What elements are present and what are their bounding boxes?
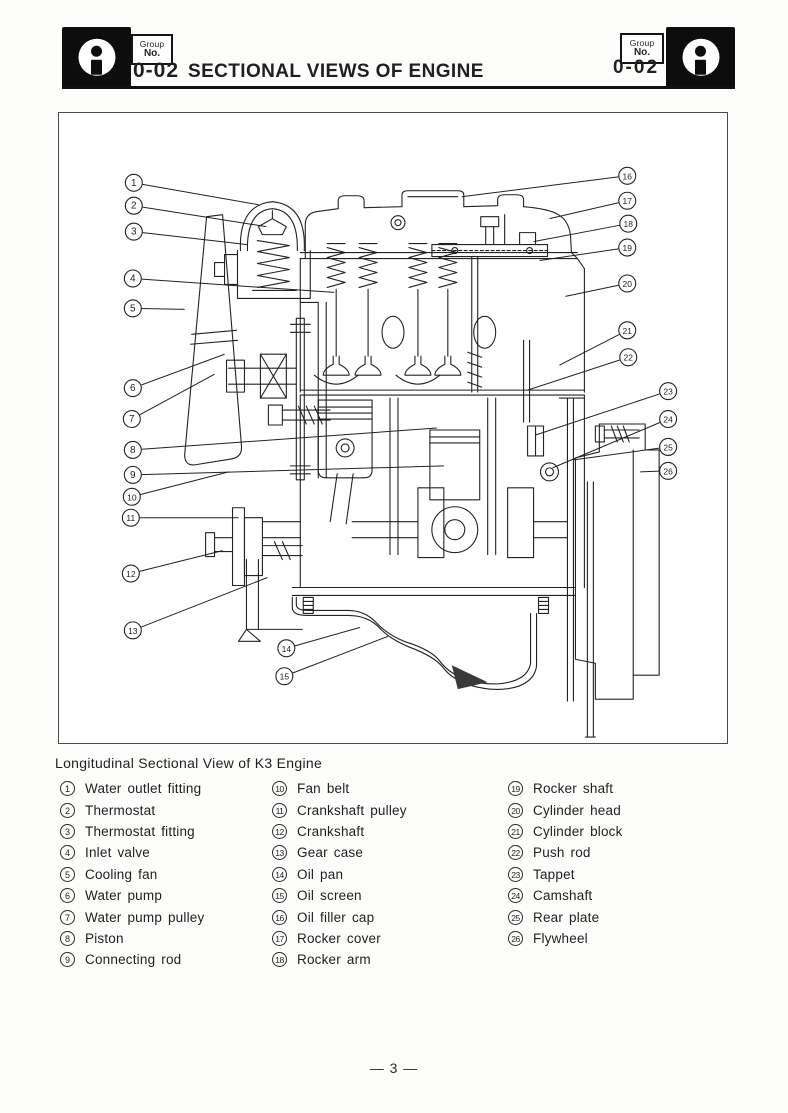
part-label: Fan belt bbox=[297, 781, 350, 797]
group-label: Group bbox=[629, 37, 655, 48]
info-icon bbox=[666, 27, 735, 88]
part-number-badge: 7 bbox=[60, 910, 75, 925]
parts-list-item-7 bbox=[60, 906, 204, 927]
parts-list-item-14 bbox=[272, 864, 407, 885]
part-number-badge: 22 bbox=[508, 845, 523, 860]
part-number-badge: 13 bbox=[272, 845, 287, 860]
parts-list-item-10 bbox=[272, 778, 407, 799]
page-title bbox=[133, 59, 484, 83]
svg-text:6: 6 bbox=[130, 383, 136, 395]
section-code: 0-02 bbox=[133, 59, 180, 82]
callout-12 bbox=[122, 551, 222, 582]
parts-list-item-6 bbox=[60, 885, 204, 906]
callout-20 bbox=[565, 275, 635, 296]
parts-list-item-26 bbox=[508, 928, 623, 949]
part-number-badge: 17 bbox=[272, 931, 287, 946]
group-label: Group bbox=[139, 38, 165, 49]
svg-text:24: 24 bbox=[663, 414, 673, 425]
part-label: Cooling fan bbox=[85, 866, 158, 882]
svg-text:23: 23 bbox=[663, 386, 673, 397]
parts-list-item-12 bbox=[272, 821, 407, 842]
info-icon bbox=[62, 27, 131, 88]
part-label: Flywheel bbox=[533, 930, 588, 946]
parts-list-item-4 bbox=[60, 842, 204, 863]
part-label: Inlet valve bbox=[85, 845, 150, 861]
part-label: Rocker arm bbox=[297, 952, 371, 968]
svg-text:5: 5 bbox=[130, 303, 136, 315]
part-number-badge: 20 bbox=[508, 803, 523, 818]
svg-text:26: 26 bbox=[663, 466, 673, 477]
section-title: SECTIONAL VIEWS OF ENGINE bbox=[188, 61, 484, 82]
part-label: Water outlet fitting bbox=[85, 781, 202, 797]
parts-list-item-1 bbox=[60, 778, 204, 799]
part-number-badge: 12 bbox=[272, 824, 287, 839]
parts-list-item-24 bbox=[508, 885, 623, 906]
callout-5 bbox=[124, 300, 184, 317]
part-label: Rocker cover bbox=[297, 930, 381, 946]
svg-text:8: 8 bbox=[130, 444, 136, 456]
figure-frame bbox=[58, 112, 728, 744]
callout-25 bbox=[573, 438, 676, 459]
part-label: Push rod bbox=[533, 845, 591, 861]
part-number-badge: 24 bbox=[508, 888, 523, 903]
callout-3 bbox=[125, 223, 247, 244]
parts-list-item-5 bbox=[60, 864, 204, 885]
part-label: Rocker shaft bbox=[533, 781, 614, 797]
parts-list-column-1 bbox=[60, 778, 204, 971]
part-label: Crankshaft bbox=[297, 823, 365, 839]
parts-list-item-16 bbox=[272, 906, 407, 927]
callout-17 bbox=[550, 192, 636, 218]
part-label: Water pump bbox=[85, 888, 163, 904]
part-label: Cylinder head bbox=[533, 802, 621, 818]
svg-text:12: 12 bbox=[126, 569, 136, 580]
part-number-badge: 11 bbox=[272, 803, 287, 818]
no-label: No. bbox=[143, 47, 161, 59]
svg-text:18: 18 bbox=[623, 219, 633, 230]
part-number-badge: 15 bbox=[272, 888, 287, 903]
svg-text:14: 14 bbox=[281, 643, 292, 654]
callout-9 bbox=[124, 466, 443, 483]
callout-18 bbox=[534, 215, 637, 241]
part-number-badge: 6 bbox=[60, 888, 75, 903]
part-label: Oil filler cap bbox=[297, 909, 375, 925]
part-label: Tappet bbox=[533, 866, 575, 882]
callout-2 bbox=[125, 197, 266, 226]
callout-6 bbox=[124, 354, 224, 396]
part-number-badge: 19 bbox=[508, 781, 523, 796]
part-label: Gear case bbox=[297, 845, 364, 861]
parts-list-item-11 bbox=[272, 799, 407, 820]
svg-text:1: 1 bbox=[131, 177, 137, 189]
parts-list-item-8 bbox=[60, 928, 204, 949]
callout-26 bbox=[640, 462, 676, 479]
svg-text:22: 22 bbox=[623, 352, 633, 363]
part-number-badge: 3 bbox=[60, 824, 75, 839]
part-number-badge: 23 bbox=[508, 867, 523, 882]
part-label: Oil pan bbox=[297, 866, 344, 882]
parts-list-item-13 bbox=[272, 842, 407, 863]
parts-list-item-2 bbox=[60, 799, 204, 820]
part-label: Piston bbox=[85, 930, 124, 946]
part-number-badge: 25 bbox=[508, 910, 523, 925]
figure-caption: Longitudinal Sectional View of K3 Engine bbox=[55, 755, 323, 771]
parts-list-item-25 bbox=[508, 906, 623, 927]
parts-list-item-17 bbox=[272, 928, 407, 949]
part-label: Thermostat fitting bbox=[85, 823, 195, 839]
part-label: Thermostat bbox=[85, 802, 156, 818]
parts-list-item-21 bbox=[508, 821, 623, 842]
svg-text:13: 13 bbox=[128, 625, 138, 636]
svg-text:25: 25 bbox=[663, 442, 673, 453]
part-number-badge: 4 bbox=[60, 845, 75, 860]
parts-list-item-19 bbox=[508, 778, 623, 799]
part-number-badge: 14 bbox=[272, 867, 287, 882]
svg-text:17: 17 bbox=[622, 196, 632, 207]
callout-22 bbox=[528, 349, 637, 390]
part-number-badge: 18 bbox=[272, 952, 287, 967]
svg-text:7: 7 bbox=[129, 414, 135, 426]
parts-list-item-3 bbox=[60, 821, 204, 842]
svg-text:9: 9 bbox=[130, 469, 136, 481]
part-label: Crankshaft pulley bbox=[297, 802, 407, 818]
part-number-badge: 10 bbox=[272, 781, 287, 796]
parts-list-item-23 bbox=[508, 864, 623, 885]
svg-text:19: 19 bbox=[622, 243, 632, 254]
part-label: Water pump pulley bbox=[85, 909, 205, 925]
parts-list-column-3 bbox=[508, 778, 623, 949]
callout-11 bbox=[122, 509, 238, 526]
parts-list-item-9 bbox=[60, 949, 204, 970]
part-number-badge: 26 bbox=[508, 931, 523, 946]
part-number-badge: 2 bbox=[60, 803, 75, 818]
svg-text:16: 16 bbox=[622, 171, 632, 182]
part-number-badge: 1 bbox=[60, 781, 75, 796]
callout-19 bbox=[540, 239, 636, 260]
section-code-right: 0-02 bbox=[612, 57, 660, 78]
part-label: Oil screen bbox=[297, 888, 362, 904]
parts-list-item-15 bbox=[272, 885, 407, 906]
engine-sectional-diagram bbox=[59, 113, 727, 743]
parts-list-item-18 bbox=[272, 949, 407, 970]
svg-text:2: 2 bbox=[131, 200, 137, 212]
engine-line-art bbox=[185, 191, 659, 737]
callout-24 bbox=[552, 411, 676, 468]
parts-list-item-22 bbox=[508, 842, 623, 863]
callout-4 bbox=[124, 270, 334, 292]
svg-text:20: 20 bbox=[622, 278, 632, 289]
svg-text:4: 4 bbox=[130, 273, 136, 285]
part-label: Camshaft bbox=[533, 888, 593, 904]
parts-list-column-2 bbox=[272, 778, 407, 971]
no-label: No. bbox=[633, 46, 651, 58]
page-number: — 3 — bbox=[369, 1060, 419, 1076]
part-number-badge: 9 bbox=[60, 952, 75, 967]
callout-1 bbox=[125, 174, 258, 204]
part-label: Connecting rod bbox=[85, 952, 182, 968]
part-label: Cylinder block bbox=[533, 823, 623, 839]
svg-text:10: 10 bbox=[127, 492, 137, 503]
part-number-badge: 21 bbox=[508, 824, 523, 839]
svg-text:11: 11 bbox=[126, 513, 136, 524]
part-label: Rear plate bbox=[533, 909, 600, 925]
part-number-badge: 16 bbox=[272, 910, 287, 925]
parts-list-item-20 bbox=[508, 799, 623, 820]
svg-text:15: 15 bbox=[279, 671, 290, 682]
callout-16 bbox=[462, 167, 636, 196]
svg-text:3: 3 bbox=[131, 226, 137, 238]
callout-14 bbox=[278, 627, 360, 656]
part-number-badge: 5 bbox=[60, 867, 75, 882]
header-rule bbox=[62, 86, 735, 89]
part-number-badge: 8 bbox=[60, 931, 75, 946]
svg-text:21: 21 bbox=[622, 325, 632, 336]
